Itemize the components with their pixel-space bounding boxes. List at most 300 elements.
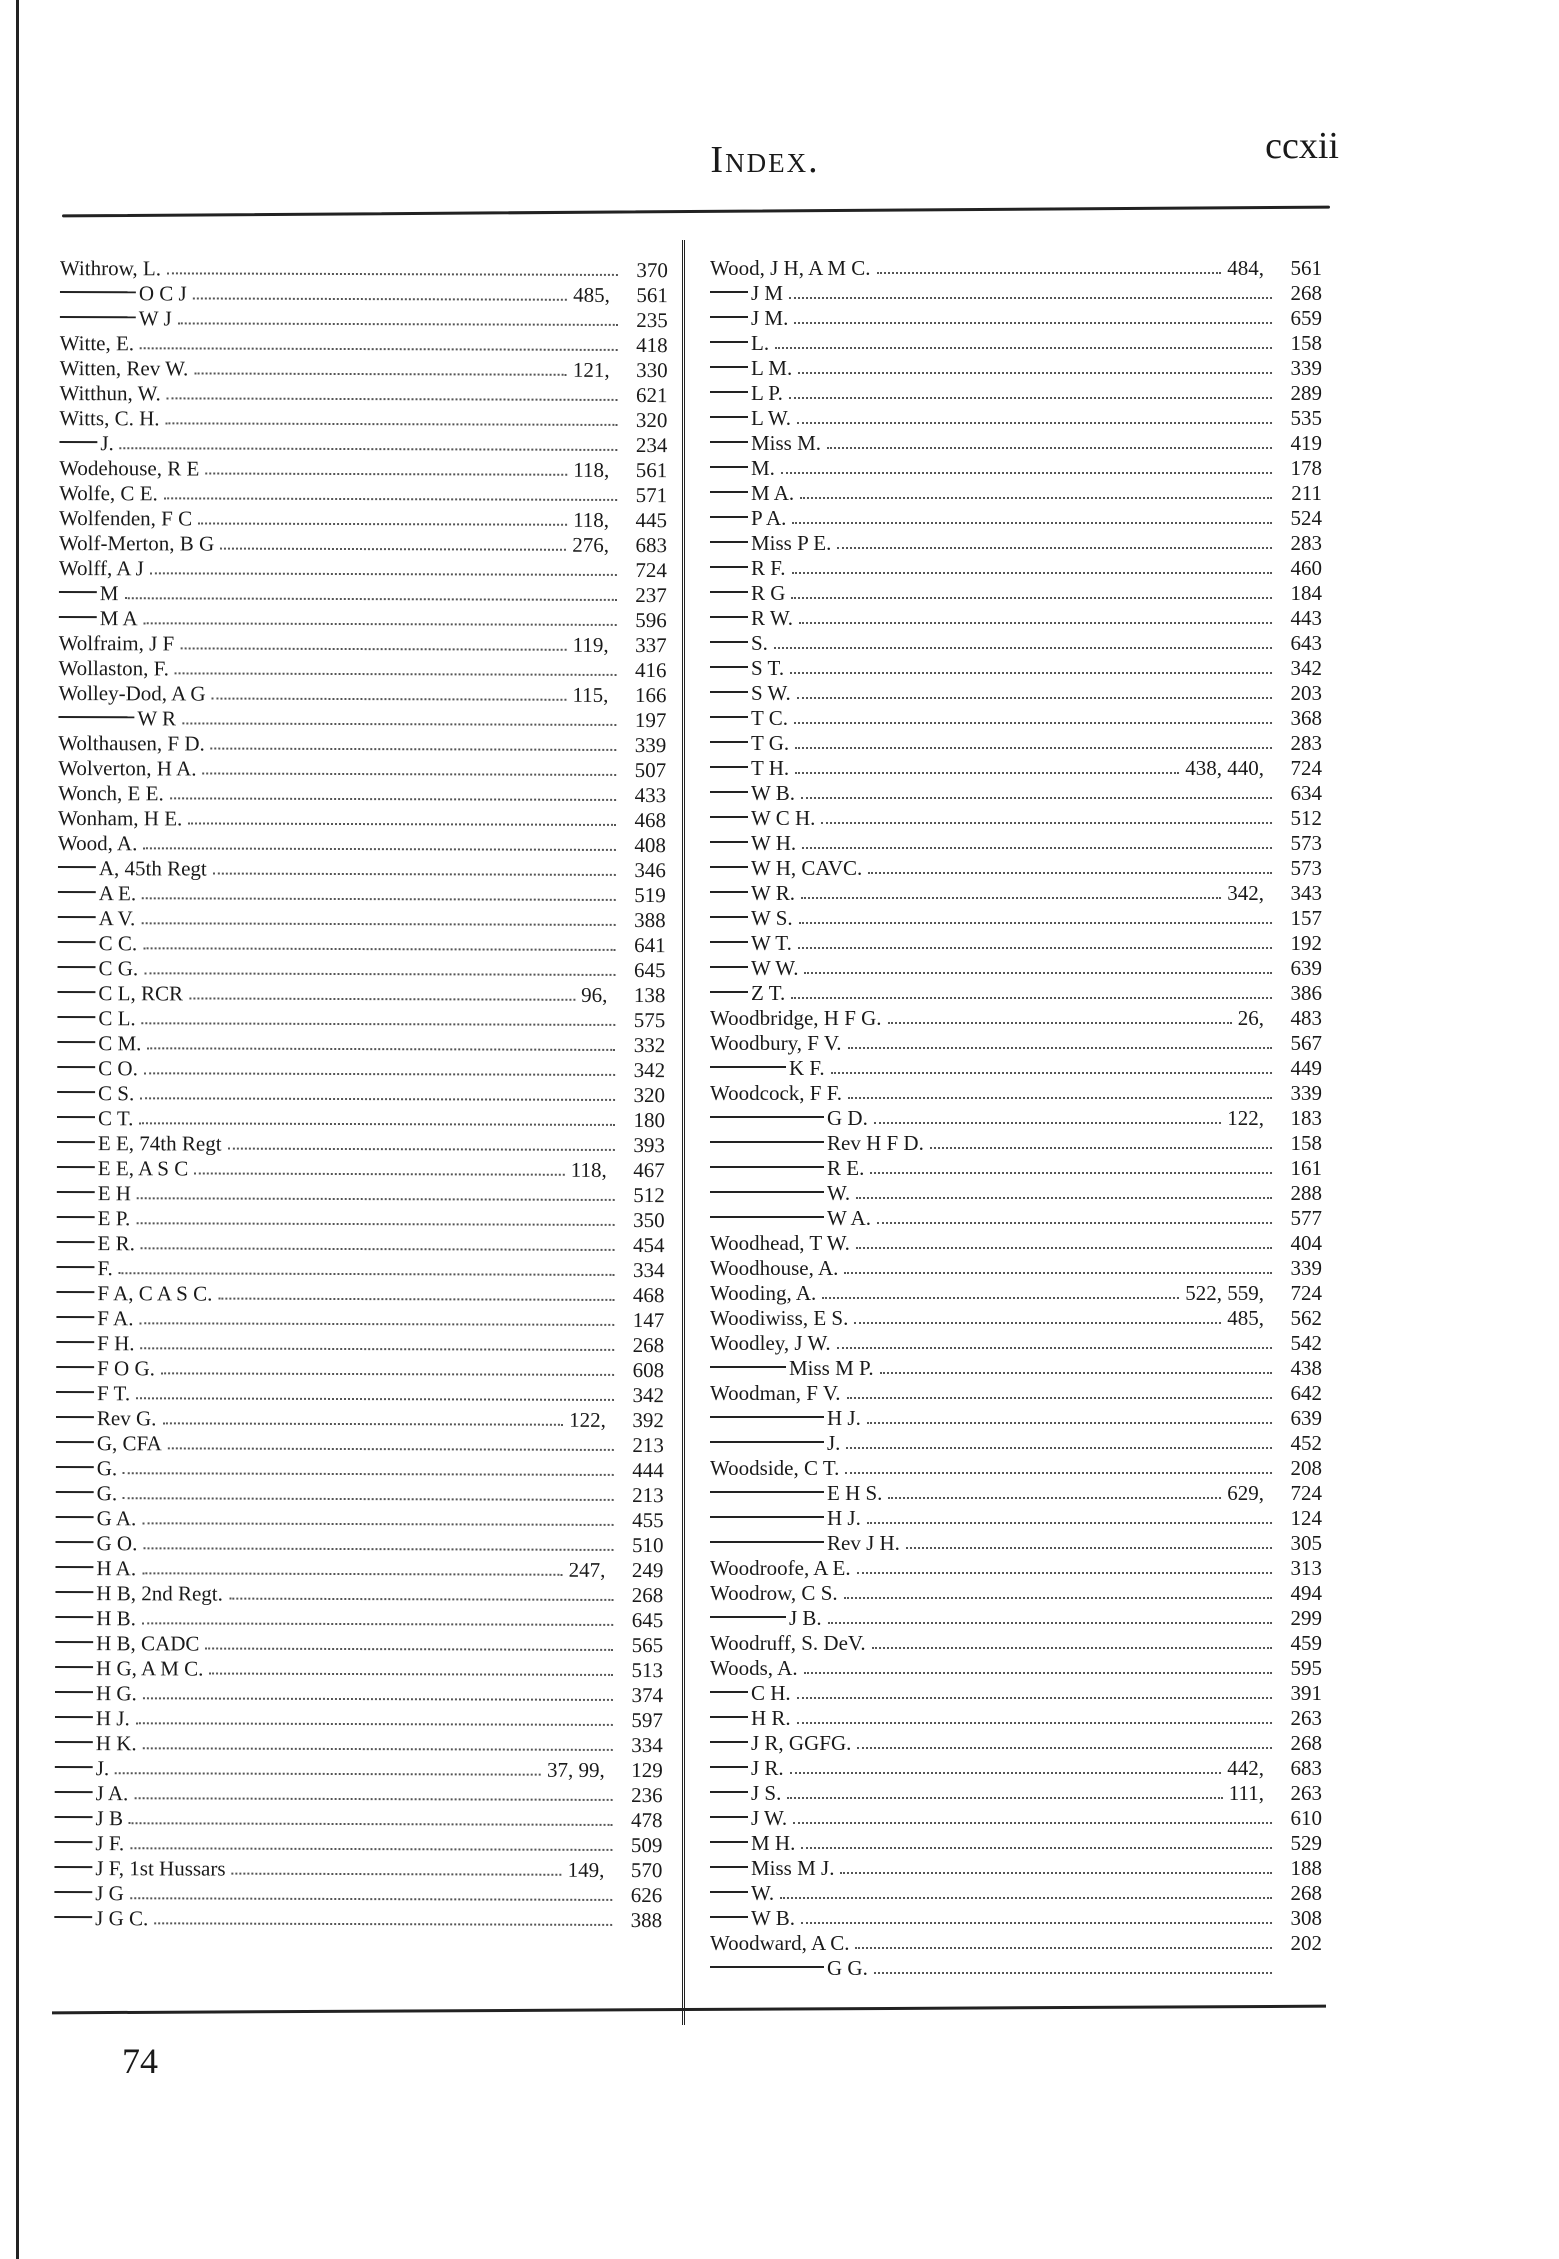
page-number: 183 — [1290, 1106, 1322, 1130]
dot-leader — [831, 1072, 1272, 1074]
page-title: Index. — [710, 139, 820, 181]
entry-name — [60, 356, 189, 381]
entry-name — [59, 656, 169, 681]
page-number: 460 — [1290, 556, 1322, 580]
index-entry — [56, 1456, 664, 1483]
entry-name — [710, 906, 793, 931]
dot-leader — [144, 972, 615, 976]
dot-leader — [211, 748, 617, 751]
entry-text: G, CFA — [96, 1431, 162, 1456]
dot-leader — [800, 497, 1272, 499]
entry-name — [710, 1781, 781, 1806]
entry-name — [58, 681, 205, 707]
entry-name — [710, 656, 784, 681]
entry-name — [710, 1231, 850, 1256]
dot-leader — [848, 1097, 1272, 1099]
dot-leader — [797, 697, 1272, 699]
entry-name — [58, 906, 136, 931]
entry-name — [710, 1556, 851, 1581]
page-number: 459 — [1290, 1631, 1322, 1655]
entry-text: S. — [751, 631, 768, 655]
page-number: 320 — [633, 1083, 666, 1108]
page-number: 519 — [634, 883, 666, 908]
index-entry — [58, 781, 666, 808]
index-entry — [710, 931, 1322, 956]
entry-name — [710, 1706, 791, 1731]
index-entry — [710, 581, 1322, 606]
index-entry — [59, 606, 667, 633]
ditto-dash — [710, 1966, 824, 1968]
page-number: 639 — [1290, 1406, 1322, 1430]
ditto-dash — [54, 1841, 92, 1843]
dot-leader — [792, 522, 1272, 524]
ditto-dash — [57, 1091, 95, 1093]
additional-pages: 37, 99, — [546, 1757, 605, 1782]
index-entry — [710, 631, 1322, 656]
entry-text: Wolfe, C E. — [59, 480, 158, 506]
page-number: 561 — [1290, 256, 1322, 280]
entry-text: Rev H F D. — [827, 1131, 924, 1155]
ditto-dash — [56, 1366, 94, 1368]
ditto-dash — [55, 1616, 93, 1618]
ditto-dash — [56, 1491, 94, 1493]
page-number: 408 — [634, 833, 666, 858]
ditto-dash — [57, 1116, 95, 1118]
dot-leader — [856, 1197, 1272, 1199]
index-entry — [710, 1856, 1322, 1881]
index-entry — [710, 506, 1322, 531]
entry-text: G A. — [96, 1506, 137, 1531]
ditto-dash — [710, 1691, 748, 1693]
entry-name — [710, 706, 788, 731]
entry-text: W J — [138, 306, 172, 331]
page-number: 268 — [1290, 281, 1322, 305]
page-number: 445 — [635, 508, 668, 533]
entry-name — [710, 956, 798, 981]
entry-text: C M. — [98, 1031, 142, 1056]
page-number: 197 — [634, 708, 667, 733]
dot-leader — [188, 822, 616, 825]
dot-leader — [801, 1847, 1272, 1849]
page-number: 483 — [1290, 1006, 1322, 1030]
entry-text: K F. — [789, 1056, 825, 1080]
dot-leader — [142, 1522, 613, 1526]
entry-name — [710, 981, 785, 1006]
index-entry — [710, 1231, 1322, 1256]
dot-leader — [139, 1322, 614, 1326]
index-entry — [710, 1456, 1322, 1481]
index-entry — [710, 1181, 1322, 1206]
ditto-dash — [54, 1866, 92, 1868]
additional-pages: 122, — [1227, 1106, 1264, 1130]
page-number: 468 — [632, 1283, 665, 1308]
page-number: 433 — [634, 783, 667, 808]
entry-name — [710, 481, 794, 506]
page-number: 444 — [632, 1458, 664, 1483]
entry-name — [56, 1281, 212, 1307]
entry-name — [57, 1206, 131, 1231]
dot-leader — [202, 773, 616, 776]
index-entry — [710, 531, 1322, 556]
entry-name — [58, 756, 196, 781]
dot-leader — [854, 1322, 1221, 1324]
entry-name — [55, 1556, 136, 1581]
dot-leader — [775, 347, 1272, 349]
index-entry — [58, 706, 666, 733]
entry-text: L W. — [751, 406, 792, 430]
page-number: 404 — [1290, 1231, 1322, 1255]
dot-leader — [845, 1472, 1272, 1474]
entry-text: C S. — [98, 1081, 135, 1106]
dot-leader — [802, 847, 1272, 849]
index-entry — [56, 1481, 664, 1508]
entry-name — [56, 1256, 112, 1281]
entry-name — [710, 1256, 838, 1281]
index-entry — [710, 881, 1322, 906]
entry-text: Woodrow, C S. — [710, 1581, 838, 1605]
page-number: 202 — [1290, 1931, 1322, 1955]
entry-name — [710, 681, 791, 706]
page-number: 641 — [634, 933, 666, 958]
page-number: 565 — [631, 1633, 664, 1658]
entry-text: J S. — [751, 1781, 782, 1805]
entry-name — [57, 1156, 189, 1181]
entry-text: F. — [97, 1256, 113, 1281]
dot-leader — [137, 1197, 615, 1201]
ditto-dash — [710, 1416, 824, 1418]
dot-leader — [804, 972, 1272, 974]
index-entry — [710, 556, 1322, 581]
dot-leader — [144, 622, 617, 626]
dot-leader — [874, 1972, 1272, 1974]
entry-name — [58, 931, 138, 956]
additional-pages: 442, — [1227, 1756, 1264, 1780]
dot-leader — [164, 497, 617, 501]
ditto-dash — [56, 1441, 94, 1443]
entry-text: E E, A S C — [97, 1156, 189, 1181]
index-entry — [55, 1631, 663, 1658]
entry-name — [710, 856, 862, 881]
page-number: 608 — [632, 1358, 665, 1383]
page-number: 494 — [1290, 1581, 1322, 1605]
ditto-dash — [710, 341, 748, 343]
index-entry — [710, 1606, 1322, 1631]
index-entry — [55, 1806, 663, 1833]
dot-leader — [797, 422, 1272, 424]
page-number: 524 — [1290, 506, 1322, 530]
ditto-dash — [56, 1516, 94, 1518]
page-number: 391 — [1290, 1681, 1322, 1705]
index-entry — [710, 1406, 1322, 1431]
ditto-dash — [710, 1366, 786, 1368]
ditto-dash — [56, 1341, 94, 1343]
entry-text: Rev J H. — [827, 1531, 900, 1555]
index-entry — [59, 431, 667, 458]
entry-name — [710, 1281, 816, 1306]
entry-text: A E. — [98, 881, 137, 906]
index-entry — [710, 1956, 1322, 1981]
entry-text: G O. — [96, 1531, 138, 1556]
entry-text: R G — [751, 581, 786, 605]
entry-name — [710, 1306, 848, 1331]
dot-leader — [167, 397, 618, 401]
dot-leader — [789, 297, 1272, 299]
dot-leader — [794, 322, 1272, 324]
entry-text: J R, GGFG. — [751, 1731, 852, 1755]
page-number: 184 — [1290, 581, 1322, 605]
dot-leader — [848, 1047, 1272, 1049]
dot-leader — [130, 1847, 612, 1851]
dot-leader — [880, 1372, 1272, 1374]
index-entry — [55, 1656, 663, 1683]
index-entry — [710, 1831, 1322, 1856]
index-entry — [710, 1556, 1322, 1581]
index-entry — [710, 1531, 1322, 1556]
entry-text: M A — [99, 606, 138, 631]
index-entry — [710, 256, 1322, 281]
entry-text: Woodhouse, A. — [710, 1256, 839, 1280]
dot-leader — [139, 1122, 615, 1126]
index-entry — [56, 1406, 664, 1433]
index-entry — [710, 681, 1322, 706]
entry-name — [54, 1831, 124, 1856]
ditto-dash — [710, 991, 748, 993]
entry-text: H G, A M C. — [96, 1656, 204, 1681]
page-number: 339 — [634, 733, 667, 758]
entry-text: Woodbridge, H F G. — [710, 1006, 882, 1030]
page-number: 236 — [631, 1783, 663, 1808]
index-entry — [710, 1006, 1322, 1031]
page-number: 683 — [635, 533, 668, 558]
entry-name — [56, 1506, 137, 1531]
dot-leader — [170, 797, 616, 801]
entry-name — [710, 256, 871, 281]
page-number: 237 — [635, 583, 667, 608]
page-number: 268 — [1290, 1731, 1322, 1755]
ditto-dash — [710, 1741, 748, 1743]
entry-text: M A. — [751, 481, 795, 505]
index-entry — [710, 1356, 1322, 1381]
page-number: 268 — [631, 1583, 664, 1608]
ditto-dash — [54, 1891, 92, 1893]
page-number: 283 — [1290, 731, 1322, 755]
page-number: 320 — [635, 408, 668, 433]
entry-text: L M. — [751, 356, 793, 380]
additional-pages: 629, — [1227, 1481, 1264, 1505]
additional-pages: 121, — [572, 357, 610, 382]
entry-name — [710, 1856, 834, 1881]
entry-text: J W. — [751, 1806, 788, 1830]
additional-pages: 115, — [572, 682, 609, 707]
entry-text: W H. — [751, 831, 797, 855]
index-entry — [55, 1681, 663, 1708]
entry-text: W. — [751, 1881, 775, 1905]
index-entry — [710, 1306, 1322, 1331]
entry-text: W A. — [827, 1206, 871, 1230]
page-number: 288 — [1290, 1181, 1322, 1205]
page-number: 166 — [634, 683, 667, 708]
entry-text: J B. — [789, 1606, 822, 1630]
entry-text: T H. — [751, 756, 790, 780]
page-number: 562 — [1290, 1306, 1322, 1330]
index-entry — [59, 531, 667, 558]
entry-name — [710, 1081, 842, 1106]
index-entry — [56, 1306, 664, 1333]
index-entry — [54, 1831, 662, 1858]
ditto-dash — [56, 1266, 94, 1268]
dot-leader — [143, 1697, 613, 1701]
entry-name — [55, 1531, 137, 1556]
entry-text: J. — [100, 431, 114, 456]
ditto-dash — [59, 616, 97, 618]
page-number: 388 — [634, 908, 666, 933]
entry-text: J A. — [95, 1781, 129, 1806]
entry-text: C G. — [98, 956, 139, 981]
entry-name — [710, 506, 786, 531]
entry-name — [710, 1931, 849, 1956]
ditto-dash — [710, 1141, 824, 1143]
ditto-dash — [55, 1816, 93, 1818]
page-number: 683 — [1290, 1756, 1322, 1780]
index-entry — [58, 881, 666, 908]
entry-name — [710, 1206, 871, 1231]
index-entry — [710, 606, 1322, 631]
page-number: 305 — [1290, 1531, 1322, 1555]
page-number: 337 — [635, 633, 667, 658]
entry-name — [710, 756, 789, 781]
entry-name — [710, 306, 788, 331]
dot-leader — [867, 1422, 1272, 1424]
dot-leader — [790, 672, 1272, 674]
entry-text: C C. — [98, 931, 138, 956]
entry-text: E P. — [97, 1206, 131, 1231]
index-entry — [56, 1431, 664, 1458]
entry-text: Wonham, H E. — [57, 805, 183, 831]
page-number: 339 — [1290, 1081, 1322, 1105]
index-entry — [59, 656, 667, 683]
entry-text: C L. — [98, 1006, 136, 1031]
entry-text: J. — [827, 1431, 841, 1455]
entry-name — [710, 556, 786, 581]
dot-leader — [774, 647, 1272, 649]
index-entry — [55, 1706, 663, 1733]
entry-text: E H S. — [827, 1481, 883, 1505]
entry-text: W R — [137, 706, 177, 731]
index-entry — [55, 1581, 663, 1608]
ditto-dash — [56, 1391, 94, 1393]
dot-leader — [154, 1922, 612, 1926]
ditto-dash — [710, 866, 748, 868]
ditto-dash — [710, 1541, 824, 1543]
dot-leader — [799, 622, 1272, 624]
page-number: 610 — [1290, 1806, 1322, 1830]
dot-leader — [129, 1822, 613, 1826]
page-number: 452 — [1290, 1431, 1322, 1455]
entry-text: C H. — [751, 1681, 791, 1705]
index-entry — [54, 1881, 662, 1908]
ditto-dash — [55, 1741, 93, 1743]
additional-pages: 118, — [573, 507, 610, 532]
entry-name — [710, 1331, 831, 1356]
page-number: 129 — [631, 1758, 663, 1783]
page-number: 268 — [1290, 1881, 1322, 1905]
dot-leader — [167, 272, 618, 276]
entry-text: Woodroofe, A E. — [710, 1556, 851, 1580]
dot-leader — [130, 1897, 612, 1901]
entry-text: Wolfenden, F C — [59, 505, 193, 531]
dot-leader — [846, 1447, 1272, 1449]
entry-text: Witts, C. H. — [59, 405, 160, 431]
index-entry — [57, 956, 665, 983]
dot-leader — [872, 1647, 1272, 1649]
dot-leader — [175, 672, 617, 676]
entry-text: Wolley-Dod, A G — [58, 680, 206, 706]
ditto-dash — [56, 1291, 94, 1293]
entry-text: H J. — [95, 1706, 130, 1731]
entry-text: Witten, Rev W. — [59, 355, 189, 381]
entry-name — [55, 1606, 136, 1631]
dot-leader — [792, 572, 1272, 574]
index-entry — [59, 406, 667, 433]
entry-name — [54, 1856, 225, 1882]
ditto-dash — [710, 1116, 824, 1118]
page-number: 645 — [633, 958, 666, 983]
index-entry — [710, 1281, 1322, 1306]
page-number: 509 — [630, 1833, 663, 1858]
page-number: 178 — [1290, 456, 1322, 480]
additional-pages: 522, 559, — [1185, 1281, 1264, 1305]
index-entry — [710, 1506, 1322, 1531]
entry-name — [710, 731, 789, 756]
entry-name — [59, 406, 159, 431]
page-number: 416 — [635, 658, 667, 683]
entry-name — [57, 981, 183, 1006]
entry-name — [710, 1131, 924, 1156]
dot-leader — [847, 1397, 1272, 1399]
index-entry — [55, 1781, 663, 1808]
dot-leader — [147, 1047, 615, 1051]
entry-name — [55, 1706, 130, 1731]
ditto-dash — [710, 666, 748, 668]
entry-name — [57, 1056, 138, 1081]
dot-leader — [804, 1672, 1272, 1674]
dot-leader — [797, 1697, 1272, 1699]
entry-name — [710, 831, 796, 856]
entry-name — [710, 1881, 774, 1906]
entry-name — [710, 431, 821, 456]
ditto-dash — [710, 591, 748, 593]
index-entry — [60, 356, 668, 383]
entry-text: O C J — [138, 281, 187, 306]
page-number: 561 — [635, 458, 668, 483]
ditto-dash — [57, 1166, 95, 1168]
entry-name — [55, 1756, 110, 1781]
index-entry — [57, 1231, 665, 1258]
dot-leader — [136, 1222, 614, 1226]
entry-name — [58, 881, 136, 906]
page-number: 235 — [636, 308, 668, 333]
ditto-dash — [55, 1691, 93, 1693]
dot-leader — [142, 1022, 616, 1026]
entry-text: J B — [95, 1806, 124, 1831]
index-entry — [59, 556, 667, 583]
ditto-dash — [710, 841, 748, 843]
entry-text: J G C. — [95, 1906, 149, 1931]
index-entry — [60, 331, 668, 358]
entry-text: R W. — [751, 606, 794, 630]
dot-leader — [124, 597, 616, 601]
ditto-dash — [58, 941, 96, 943]
